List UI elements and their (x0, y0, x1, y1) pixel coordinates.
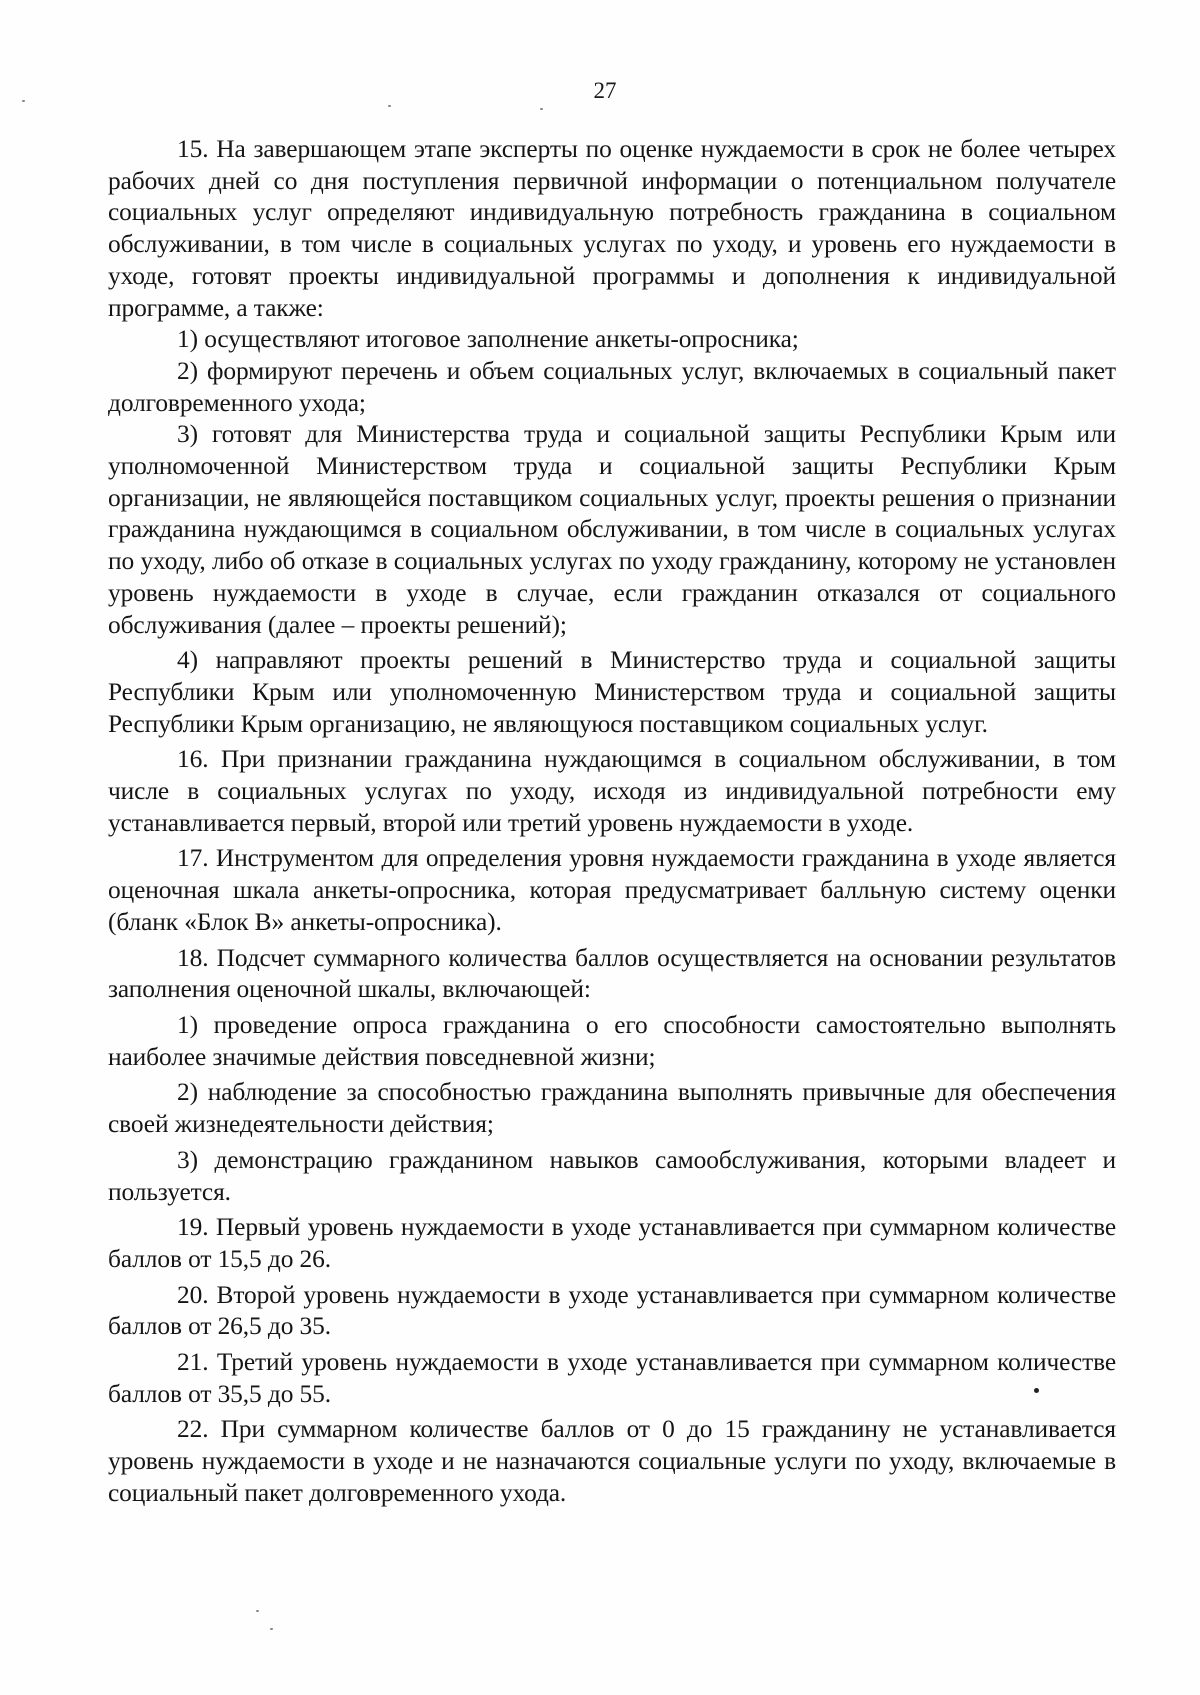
paragraph-22: 22. При суммарном количестве баллов от 0 до 15 гражданину не устанавливается уровень нуждаемости в уходе и не назначаются социальные услуги по уходу, включаемые в социальный пакет долговременного ухода. (108, 1415, 1116, 1507)
scan-speck (270, 1628, 273, 1630)
scan-speck (1034, 1388, 1039, 1393)
paragraph-20: 20. Второй уровень нуждаемости в уходе устанавливается при суммарном количестве баллов от 26,5 до 35. (108, 1280, 1116, 1341)
scan-speck (22, 100, 25, 102)
paragraph-16: 16. При признании гражданина нуждающимся в социальном обслуживании, в том числе в социальных услугах по уходу, исходя из индивидуальной потребности ему устанавливается первый, второй или третий уровень нуждаемости в уходе. (108, 745, 1116, 837)
paragraph-18-item-2: 2) наблюдение за способностью гражданина выполнять привычные для обеспечения своей жизнедеятельности действия; (108, 1078, 1116, 1139)
paragraph-15-item-1: 1) осуществляют итоговое заполнение анкеты-опросника; (177, 325, 799, 354)
paragraph-18-item-1: 1) проведение опроса гражданина о его способности самостоятельно выполнять наиболее значимые действия повседневной жизни; (108, 1010, 1116, 1071)
paragraph-18: 18. Подсчет суммарного количества баллов осуществляется на основании результатов заполнения оценочной шкалы, включающей: (108, 943, 1116, 1004)
paragraph-15-item-2: 2) формируют перечень и объем социальных услуг, включаемых в социальный пакет долговременного ухода; (108, 356, 1116, 417)
paragraph-19: 19. Первый уровень нуждаемости в уходе устанавливается при суммарном количестве баллов от 15,5 до 26. (108, 1213, 1116, 1273)
scan-speck (540, 108, 543, 110)
paragraph-21: 21. Третий уровень нуждаемости в уходе устанавливается при суммарном количестве баллов от 35,5 до 55. (108, 1348, 1116, 1408)
page-number: 27 (593, 78, 617, 103)
scan-speck (256, 1610, 259, 1612)
scan-speck (388, 105, 391, 107)
paragraph-17: 17. Инструментом для определения уровня нуждаемости гражданина в уходе является оценочная шкала анкеты-опросника, которая предусматривает балльную систему оценки (бланк «Блок В» анкеты-опросника). (108, 844, 1116, 936)
document-body (108, 134, 1116, 1510)
paragraph-15: 15. На завершающем этапе эксперты по оценке нуждаемости в срок не более четырех рабочих дней со дня поступления первичной информации о потенциальном получателе социальных услуг определяют индивидуальную потребность гражданина в социальном обслуживании, в том числе в социальных услугах по уходу, и уровень его нуждаемости в уходе, готовят проекты индивидуальной программы и дополнения к индивидуальной программе, а также: (108, 135, 1116, 322)
paragraph-18-item-3: 3) демонстрацию гражданином навыков самообслуживания, которыми владеет и пользуется. (108, 1145, 1116, 1206)
paragraph-15-item-4: 4) направляют проекты решений в Министерство труда и социальной защиты Республики Крым или уполномоченную Министерством труда и социальной защиты Республики Крым организацию, не являющуюся поставщиком социальных услуг. (108, 646, 1116, 738)
paragraph-15-item-3: 3) готовят для Министерства труда и социальной защиты Республики Крым или уполномоченной Министерством труда и социальной защиты Республики Крым организации, не являющейся поставщиком социальных услуг, проекты решения о признании гражданина нуждающимся в социальном обслуживании, в том числе в социальных услугах по уходу, либо об отказе в социальных услугах по уходу гражданину, которому не установлен уровень нуждаемости в уходе в случае, если гражданин отказался от социального обслуживания (далее – проекты решений); (108, 420, 1116, 639)
